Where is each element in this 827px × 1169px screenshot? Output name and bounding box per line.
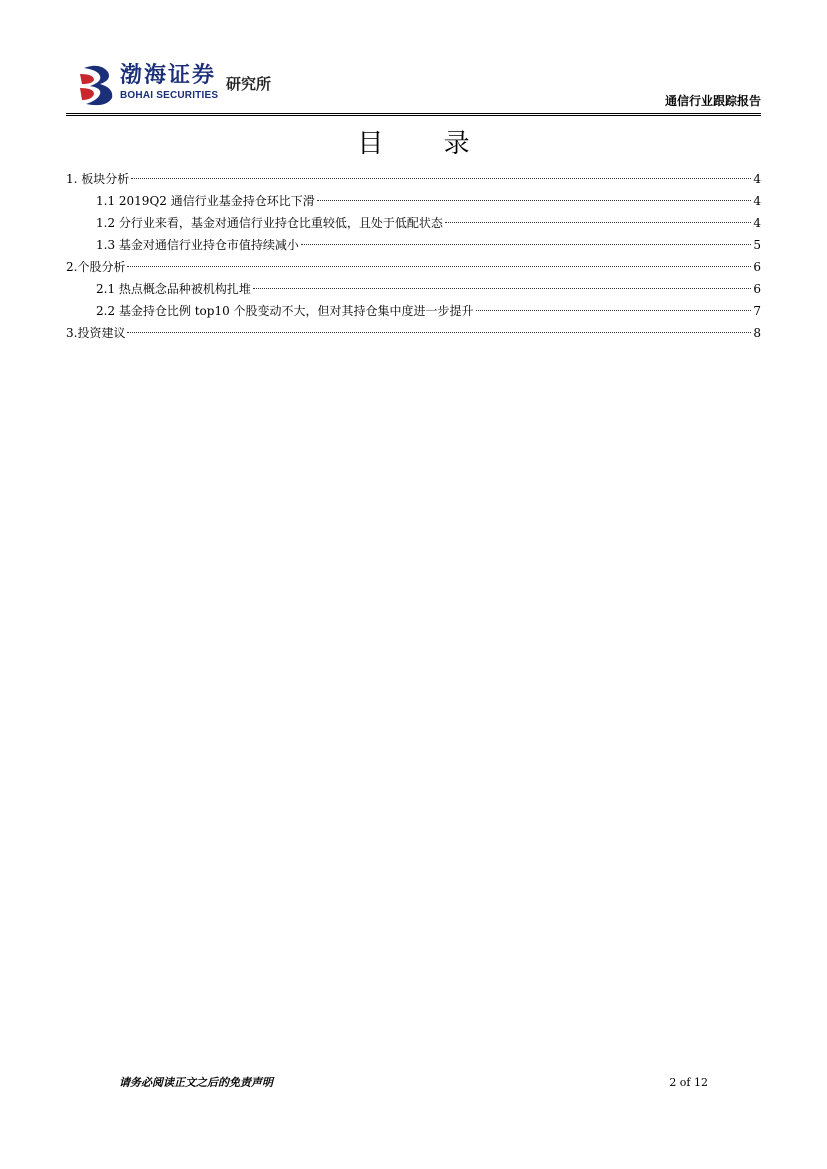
toc-entry-section-1-1[interactable] — [66, 190, 761, 212]
logo-chinese-name: 渤海证券 — [120, 63, 217, 88]
toc-entry-label: 3.投资建议 — [66, 326, 126, 340]
toc-entry-label: 1.1 2019Q2 通信行业基金持仓环比下滑 — [96, 194, 315, 208]
toc-entry-label: 2.2 基金持仓比例 top10 个股变动不大，但对其持仓集中度进一步提升 — [96, 304, 474, 318]
toc-entry-page: 5 — [753, 238, 761, 252]
toc-title: 目 录 — [357, 129, 496, 159]
toc-dot-leader — [131, 178, 751, 179]
toc-entry-page: 4 — [753, 194, 761, 208]
toc-entry-section-2-1[interactable] — [66, 278, 761, 300]
toc-entry-page: 4 — [753, 172, 761, 186]
toc-entry-page: 6 — [753, 260, 761, 274]
toc-entry-page: 7 — [753, 304, 761, 318]
toc-entry-section-1[interactable] — [66, 168, 761, 190]
toc-dot-leader — [476, 310, 752, 311]
page-number: 2 of 12 — [669, 1076, 708, 1089]
toc-entry-label: 2.个股分析 — [66, 260, 126, 274]
toc-dot-leader — [127, 266, 751, 267]
logo-english-name: BOHAI SECURITIES — [120, 90, 219, 101]
header-divider — [66, 113, 761, 114]
toc-entry-section-2[interactable] — [66, 256, 761, 278]
toc-entry-label: 2.1 热点概念品种被机构扎堆 — [96, 282, 251, 296]
footer-disclaimer: 请务必阅读正文之后的免责声明 — [119, 1076, 273, 1089]
toc-entry-page: 6 — [753, 282, 761, 296]
toc-dot-leader — [317, 200, 752, 201]
table-of-contents — [66, 168, 761, 344]
toc-entry-label: 1. 板块分析 — [66, 172, 130, 186]
institute-name: 研究所 — [226, 75, 272, 93]
bohai-logo-icon — [78, 64, 118, 106]
toc-entry-section-1-2[interactable] — [66, 212, 761, 234]
toc-entry-section-2-2[interactable] — [66, 300, 761, 322]
toc-entry-label: 1.3 基金对通信行业持仓市值持续减小 — [96, 238, 299, 252]
toc-dot-leader — [445, 222, 751, 223]
toc-dot-leader — [253, 288, 751, 289]
toc-entry-section-3[interactable] — [66, 322, 761, 344]
toc-entry-page: 8 — [753, 326, 761, 340]
header-divider-secondary — [66, 115, 761, 116]
report-type: 通信行业跟踪报告 — [664, 94, 761, 108]
toc-dot-leader — [127, 332, 751, 333]
toc-dot-leader — [301, 244, 751, 245]
toc-entry-page: 4 — [753, 216, 761, 230]
toc-entry-section-1-3[interactable] — [66, 234, 761, 256]
toc-entry-label: 1.2 分行业来看，基金对通信行业持仓比重较低，且处于低配状态 — [96, 216, 443, 230]
